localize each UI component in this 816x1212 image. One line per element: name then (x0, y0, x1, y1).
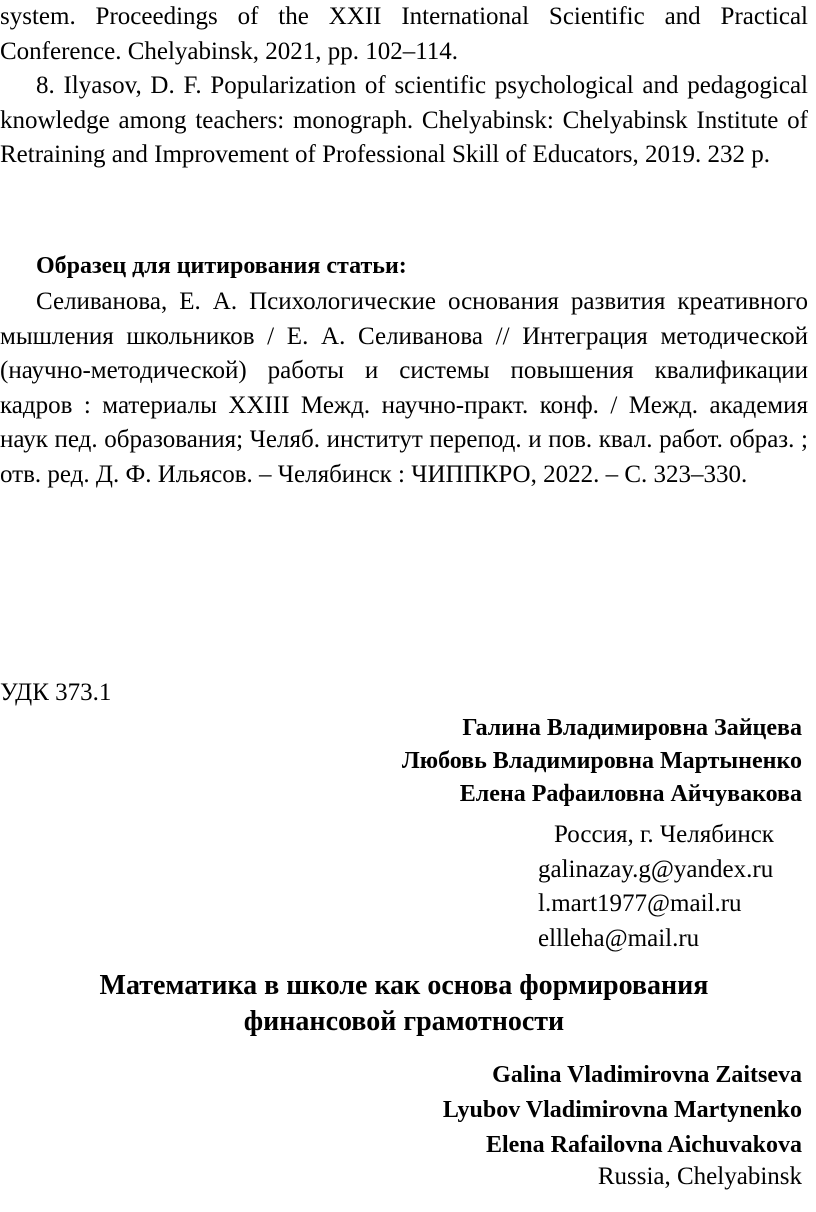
author-ru-3: Елена Рафаиловна Айчувакова (459, 781, 802, 808)
citation-heading: Образец для цитирования статьи: (36, 253, 407, 279)
location-en: Russia, Chelyabinsk (597, 1163, 802, 1190)
authors-ru (0, 712, 802, 811)
citation-text: Селиванова, Е. А. Психологические основания развития креативного мышления школьников / Е. А. Селиванова // Интеграция методической (научно-методической) работы и системы повышения квалификации кадров : материалы XXIII Межд. научно-практ. конф. / Межд. академия наук пед. образования; Челяб. институт перепод. и пов. квал. работ. образ. ; отв. ред. Д. Ф. Ильясов. – Челябинск : ЧИППКРО, 2022. – С. 323–330. (0, 288, 808, 488)
reference-7-continuation: system. Proceedings of the XXII International Scientific and Practical Conference. Chelyabinsk, 2021, pp. 102–114. (0, 3, 808, 65)
author-en-2: Lyubov Vladimirovna Martynenko (442, 1096, 802, 1123)
author-ru-1: Галина Владимировна Зайцева (462, 715, 802, 741)
article-title-ru (0, 968, 808, 1041)
location-ru: Россия, г. Челябинск (554, 821, 774, 848)
udk-code: УДК 373.1 (0, 679, 112, 706)
contacts-ru (538, 818, 816, 956)
email-2: l.mart1977@mail.ru (538, 890, 742, 917)
title-ru-line-2: финансовой грамотности (243, 1006, 565, 1038)
email-3: ellleha@mail.ru (538, 924, 700, 952)
author-ru-2: Любовь Владимировна Мартыненко (401, 748, 802, 775)
title-ru-line-1: Математика в школе как основа формирования (99, 970, 709, 1001)
reference-8: 8. Ilyasov, D. F. Popularization of scientific psychological and pedagogical knowledge among teachers: monograph. Chelyabinsk: Chelyabinsk Institute of Retraining and Improvement of Professional Skill of Educators, 2019. 232 p. (0, 72, 808, 168)
author-en-3: Elena Rafailovna Aichuvakova (485, 1131, 802, 1158)
email-1: galinazay.g@yandex.ru (538, 855, 774, 883)
author-en-1: Galina Vladimirovna Zaitseva (492, 1062, 802, 1088)
authors-en (0, 1058, 802, 1162)
